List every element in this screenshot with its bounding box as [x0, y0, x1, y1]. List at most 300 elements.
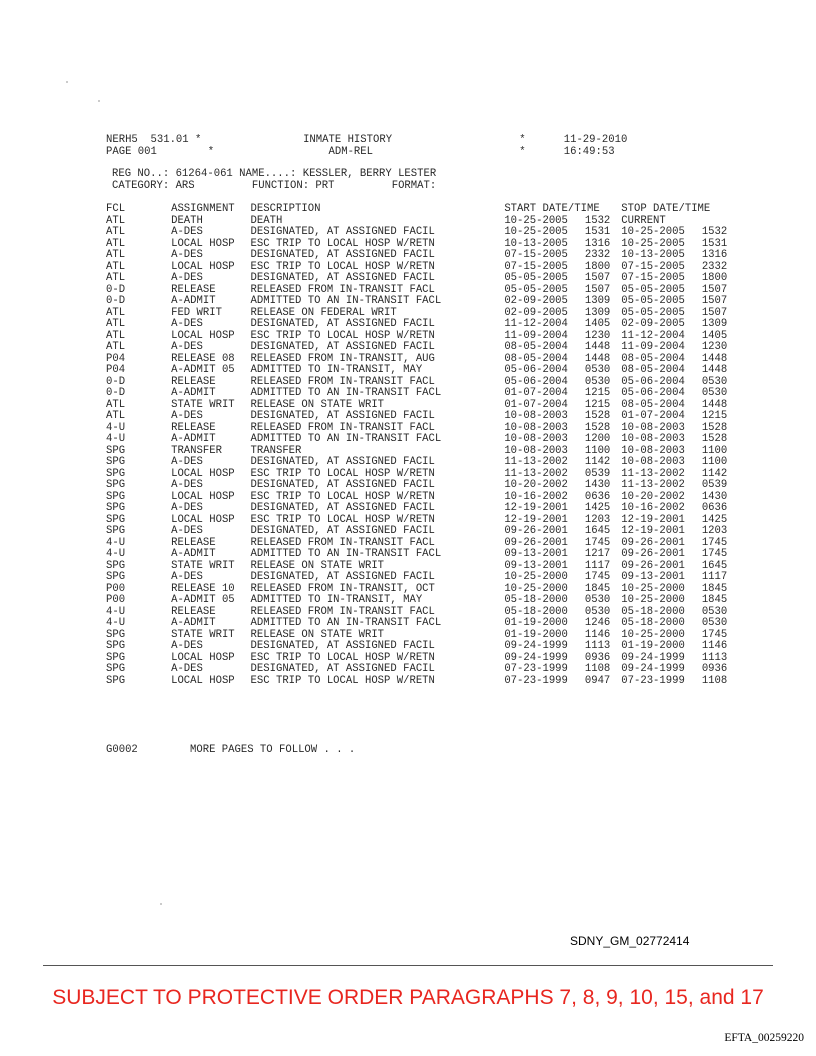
cell-stop-date: 05-05-2005 — [621, 306, 685, 319]
cell-description: ESC TRIP TO LOCAL HOSP W/RETN — [250, 260, 435, 273]
cell-stop-date: 10-25-2000 — [621, 594, 685, 606]
cell-start-time: 1405 — [584, 318, 611, 330]
cell-assignment: A-DES — [171, 272, 203, 284]
cell-stop-time: 1448 — [701, 398, 728, 411]
cell-start-date: 10-25-2005 — [504, 214, 568, 227]
cell-start-date: 12-19-2001 — [504, 502, 568, 514]
cell-assignment: LOCAL HOSP — [171, 674, 235, 687]
cell-assignment: LOCAL HOSP — [171, 260, 235, 273]
table-row — [106, 250, 746, 262]
cell-stop-date: 10-16-2002 — [621, 502, 685, 514]
cell-stop-date: 10-08-2003 — [621, 433, 685, 445]
cell-start-time: 1215 — [584, 398, 611, 411]
cell-assignment: FED WRIT — [171, 306, 222, 319]
cell-assignment: A-ADMIT 05 — [171, 594, 235, 606]
cell-fcl: 0-D — [106, 283, 126, 296]
efta-number: EFTA_00259220 — [724, 1032, 804, 1044]
cell-fcl: ATL — [106, 329, 126, 342]
cell-start-date: 05-18-2000 — [504, 605, 568, 618]
cell-assignment: LOCAL HOSP — [171, 329, 235, 342]
cell-stop-date: 10-25-2005 — [621, 226, 685, 238]
cell-description: TRANSFER — [250, 444, 302, 457]
cell-stop-time: 0936 — [701, 663, 728, 675]
cell-start-time: 0530 — [584, 594, 611, 606]
cell-description: DESIGNATED, AT ASSIGNED FACIL — [250, 410, 435, 422]
cell-assignment: LOCAL HOSP — [171, 237, 235, 250]
cell-start-time: 1745 — [584, 571, 611, 583]
cell-start-time: 1448 — [584, 341, 611, 353]
cell-description: ESC TRIP TO LOCAL HOSP W/RETN — [250, 329, 435, 342]
cell-description: ESC TRIP TO LOCAL HOSP W/RETN — [250, 513, 435, 526]
cell-stop-date: 11-13-2002 — [621, 479, 685, 491]
cell-fcl: SPG — [106, 490, 126, 503]
cell-stop-time: 0530 — [701, 617, 728, 629]
cell-fcl: ATL — [106, 318, 126, 330]
cell-assignment: A-DES — [171, 571, 203, 583]
bates-number: SDNY_GM_02772414 — [570, 934, 690, 948]
cell-fcl: 4-U — [106, 605, 126, 618]
cell-stop-date: 05-18-2000 — [621, 605, 685, 618]
cell-start-date: 10-08-2003 — [504, 421, 568, 434]
cell-stop-date: 10-25-2005 — [621, 237, 685, 250]
cell-description: DESIGNATED, AT ASSIGNED FACIL — [250, 525, 435, 537]
cell-stop-time: 1100 — [701, 456, 728, 468]
cell-fcl: SPG — [106, 525, 126, 537]
cell-assignment: STATE WRIT — [171, 398, 235, 411]
cell-start-date: 12-19-2001 — [504, 513, 568, 526]
cell-description: DESIGNATED, AT ASSIGNED FACIL — [250, 341, 435, 353]
cell-start-date: 10-13-2005 — [504, 237, 568, 250]
cell-fcl: P04 — [106, 364, 126, 376]
cell-stop-time: 1430 — [701, 490, 728, 503]
cell-fcl: 0-D — [106, 295, 126, 307]
cell-fcl: ATL — [106, 260, 126, 273]
cell-start-date: 09-26-2001 — [504, 536, 568, 549]
cell-assignment: RELEASE — [171, 375, 216, 388]
cell-assignment: A-DES — [171, 640, 203, 652]
cell-stop-time: 1215 — [701, 410, 728, 422]
cell-description: RELEASED FROM IN-TRANSIT, OCT — [250, 582, 435, 595]
cell-start-date: 09-26-2001 — [504, 525, 568, 537]
cell-stop-time: 1113 — [701, 651, 728, 664]
cell-start-date: 11-12-2004 — [504, 318, 568, 330]
table-row — [106, 457, 746, 469]
cell-stop-date: 10-25-2000 — [621, 628, 685, 641]
table-row — [106, 549, 746, 561]
cell-start-time: 2332 — [584, 249, 611, 261]
cell-assignment: LOCAL HOSP — [171, 467, 235, 480]
cell-stop-date: 07-15-2005 — [621, 272, 685, 284]
table-row — [106, 273, 746, 285]
cell-start-date: 10-16-2002 — [504, 490, 568, 503]
cell-stop-date: 12-19-2001 — [621, 513, 685, 526]
cell-description: ESC TRIP TO LOCAL HOSP W/RETN — [250, 674, 435, 687]
cell-start-time: 1309 — [584, 295, 611, 307]
cell-stop-time: 1531 — [701, 237, 728, 250]
cell-start-date: 05-06-2004 — [504, 364, 568, 376]
cell-stop-date: 09-24-1999 — [621, 651, 685, 664]
cell-start-time: 1100 — [584, 444, 611, 457]
cell-stop-time: 0530 — [701, 605, 728, 618]
cell-fcl: SPG — [106, 628, 126, 641]
cell-fcl: P04 — [106, 352, 126, 365]
cell-start-time: 0539 — [584, 467, 611, 480]
cell-description: ADMITTED TO IN-TRANSIT, MAY — [250, 364, 423, 376]
cell-description: ADMITTED TO AN IN-TRANSIT FACL — [250, 387, 442, 399]
cell-assignment: A-DES — [171, 226, 203, 238]
table-row — [106, 388, 746, 400]
cell-fcl: SPG — [106, 467, 126, 480]
cell-stop-date: 05-18-2000 — [621, 617, 685, 629]
cell-assignment: A-ADMIT — [171, 548, 216, 560]
cell-assignment: A-DES — [171, 663, 203, 675]
cell-start-time: 1430 — [584, 479, 611, 491]
inmate-history-table — [106, 204, 746, 687]
cell-start-time: 1800 — [584, 260, 611, 273]
cell-fcl: ATL — [106, 237, 126, 250]
cell-description: DESIGNATED, AT ASSIGNED FACIL — [250, 479, 435, 491]
cell-start-time: 1316 — [584, 237, 611, 250]
cell-fcl: SPG — [106, 456, 126, 468]
cell-start-time: 1645 — [584, 525, 611, 537]
cell-stop-date: 08-05-2004 — [621, 352, 685, 365]
cell-assignment: A-DES — [171, 502, 203, 514]
cell-start-time: 1108 — [584, 663, 611, 675]
table-row — [106, 434, 746, 446]
cell-stop-date: 09-26-2001 — [621, 559, 685, 572]
cell-fcl: ATL — [106, 249, 126, 261]
cell-start-date: 11-13-2002 — [504, 467, 568, 480]
cell-stop-time: 1448 — [701, 352, 728, 365]
cell-start-date: 02-09-2005 — [504, 295, 568, 307]
cell-fcl: SPG — [106, 479, 126, 491]
cell-start-date: 05-05-2005 — [504, 283, 568, 296]
cell-stop-time: 2332 — [701, 260, 728, 273]
scan-speck — [98, 100, 100, 102]
cell-start-date: 08-05-2004 — [504, 341, 568, 353]
cell-fcl: ATL — [106, 226, 126, 238]
cell-start-date: 07-15-2005 — [504, 249, 568, 261]
cell-start-time: 1246 — [584, 617, 611, 629]
cell-stop-time: 1745 — [701, 628, 728, 641]
cell-start-date: 10-25-2005 — [504, 226, 568, 238]
cell-start-date: 10-20-2002 — [504, 479, 568, 491]
cell-assignment: A-DES — [171, 525, 203, 537]
cell-start-time: 1507 — [584, 272, 611, 284]
cell-assignment: A-ADMIT — [171, 433, 216, 445]
scan-speck — [66, 81, 68, 83]
cell-stop-date: 08-05-2004 — [621, 364, 685, 376]
cell-start-date: 01-19-2000 — [504, 628, 568, 641]
cell-assignment: A-DES — [171, 456, 203, 468]
cell-stop-time: 0530 — [701, 375, 728, 388]
cell-start-date: 11-13-2002 — [504, 456, 568, 468]
cell-start-time: 1200 — [584, 433, 611, 445]
cell-description: ESC TRIP TO LOCAL HOSP W/RETN — [250, 490, 435, 503]
cell-fcl: ATL — [106, 306, 126, 319]
table-header-row — [106, 204, 746, 216]
cell-stop-date: 12-19-2001 — [621, 525, 685, 537]
cell-fcl: SPG — [106, 651, 126, 664]
cell-start-time: 1528 — [584, 410, 611, 422]
cell-description: RELEASED FROM IN-TRANSIT FACL — [250, 536, 435, 549]
cell-stop-date: 01-19-2000 — [621, 640, 685, 652]
cell-start-time: 1217 — [584, 548, 611, 560]
cell-fcl: SPG — [106, 674, 126, 687]
cell-description: RELEASED FROM IN-TRANSIT FACL — [250, 283, 435, 296]
cell-fcl: P00 — [106, 582, 126, 595]
cell-start-date: 05-18-2000 — [504, 594, 568, 606]
cell-start-date: 02-09-2005 — [504, 306, 568, 319]
cell-stop-date: 05-06-2004 — [621, 375, 685, 388]
cell-stop-time: 1448 — [701, 364, 728, 376]
cell-assignment: A-ADMIT — [171, 295, 216, 307]
cell-start-date: 08-05-2004 — [504, 352, 568, 365]
cell-stop-time: 1845 — [701, 582, 728, 595]
cell-assignment: A-ADMIT 05 — [171, 364, 235, 376]
column-header-fcl: FCL — [106, 203, 126, 215]
cell-start-date: 07-23-1999 — [504, 674, 568, 687]
cell-fcl: SPG — [106, 502, 126, 514]
cell-start-date: 10-08-2003 — [504, 444, 568, 457]
cell-stop-date: 07-23-1999 — [621, 674, 685, 687]
cell-start-date: 05-06-2004 — [504, 375, 568, 388]
cell-description: RELEASED FROM IN-TRANSIT FACL — [250, 375, 435, 388]
cell-start-date: 10-08-2003 — [504, 433, 568, 445]
cell-description: DESIGNATED, AT ASSIGNED FACIL — [250, 249, 435, 261]
cell-stop-time: 1146 — [701, 640, 728, 652]
cell-description: DESIGNATED, AT ASSIGNED FACIL — [250, 456, 435, 468]
cell-start-time: 1117 — [584, 559, 611, 572]
cell-stop-time: 0530 — [701, 387, 728, 399]
cell-fcl: ATL — [106, 272, 126, 284]
cell-stop-time: 1745 — [701, 548, 728, 560]
cell-start-time: 1142 — [584, 456, 611, 468]
table-row — [106, 227, 746, 239]
cell-stop-time: 1230 — [701, 341, 728, 353]
cell-start-date: 01-19-2000 — [504, 617, 568, 629]
cell-start-date: 10-25-2000 — [504, 571, 568, 583]
cell-stop-date: CURRENT — [621, 214, 666, 227]
cell-description: RELEASE ON STATE WRIT — [250, 398, 385, 411]
inmate-identity-line: REG NO..: 61264-061 NAME....: KESSLER, BERRY LESTER — [112, 168, 437, 180]
cell-stop-date: 10-13-2005 — [621, 249, 685, 261]
cell-fcl: SPG — [106, 559, 126, 572]
cell-start-date: 09-24-1999 — [504, 640, 568, 652]
cell-stop-time: 0636 — [701, 502, 728, 514]
cell-stop-time: 1108 — [701, 674, 728, 687]
cell-start-time: 1531 — [584, 226, 611, 238]
cell-description: DESIGNATED, AT ASSIGNED FACIL — [250, 272, 435, 284]
footer-divider — [43, 965, 773, 966]
cell-stop-date: 05-05-2005 — [621, 295, 685, 307]
table-row — [106, 618, 746, 630]
cell-start-date: 01-07-2004 — [504, 387, 568, 399]
cell-stop-time: 1645 — [701, 559, 728, 572]
cell-start-date: 11-09-2004 — [504, 329, 568, 342]
cell-start-time: 0530 — [584, 605, 611, 618]
cell-stop-time: 1532 — [701, 226, 728, 238]
cell-start-time: 0947 — [584, 674, 611, 687]
cell-start-time: 1215 — [584, 387, 611, 399]
cell-stop-time: 1528 — [701, 421, 728, 434]
table-row — [106, 411, 746, 423]
cell-stop-date: 09-13-2001 — [621, 571, 685, 583]
cell-start-time: 1230 — [584, 329, 611, 342]
table-row — [106, 676, 746, 688]
report-header-line-1: NERH5 531.01 * INMATE HISTORY * 11-29-2010 — [106, 134, 628, 146]
cell-stop-date: 10-08-2003 — [621, 444, 685, 457]
cell-assignment: A-DES — [171, 479, 203, 491]
table-row — [106, 526, 746, 538]
cell-stop-time: 1800 — [701, 272, 728, 284]
protective-order-notice: SUBJECT TO PROTECTIVE ORDER PARAGRAPHS 7, 8, 9, 10, 15, and 17 — [52, 986, 764, 1009]
cell-start-time: 1425 — [584, 502, 611, 514]
cell-fcl: SPG — [106, 640, 126, 652]
cell-stop-time: 1405 — [701, 329, 728, 342]
cell-description: ADMITTED TO AN IN-TRANSIT FACL — [250, 433, 442, 445]
scan-speck — [160, 903, 162, 905]
cell-assignment: A-DES — [171, 341, 203, 353]
cell-fcl: 0-D — [106, 387, 126, 399]
cell-stop-time: 1528 — [701, 433, 728, 445]
cell-stop-time: 1507 — [701, 295, 728, 307]
cell-fcl: 0-D — [106, 375, 126, 388]
cell-assignment: RELEASE 10 — [171, 582, 235, 595]
cell-stop-time: 0539 — [701, 479, 728, 491]
cell-assignment: LOCAL HOSP — [171, 651, 235, 664]
cell-start-date: 05-05-2005 — [504, 272, 568, 284]
cell-stop-time: 1845 — [701, 594, 728, 606]
cell-description: DEATH — [250, 214, 283, 227]
cell-stop-date: 09-26-2001 — [621, 548, 685, 560]
cell-start-date: 09-13-2001 — [504, 559, 568, 572]
cell-stop-time: 1425 — [701, 513, 728, 526]
cell-assignment: A-DES — [171, 318, 203, 330]
cell-start-time: 1203 — [584, 513, 611, 526]
cell-start-date: 07-23-1999 — [504, 663, 568, 675]
cell-stop-date: 05-06-2004 — [621, 387, 685, 399]
footer-code: G0002 — [106, 744, 138, 756]
cell-start-date: 01-07-2004 — [504, 398, 568, 411]
cell-assignment: RELEASE — [171, 283, 216, 296]
cell-fcl: SPG — [106, 513, 126, 526]
cell-stop-date: 10-20-2002 — [621, 490, 685, 503]
cell-stop-time: 1203 — [701, 525, 728, 537]
cell-stop-time: 1100 — [701, 444, 728, 457]
cell-fcl: 4-U — [106, 548, 126, 560]
cell-description: DESIGNATED, AT ASSIGNED FACIL — [250, 663, 435, 675]
cell-stop-date: 11-12-2004 — [621, 329, 685, 342]
more-pages-message: MORE PAGES TO FOLLOW . . . — [190, 744, 356, 756]
cell-description: ADMITTED TO AN IN-TRANSIT FACL — [250, 617, 442, 629]
cell-start-time: 0636 — [584, 490, 611, 503]
cell-assignment: RELEASE — [171, 536, 216, 549]
cell-start-time: 1146 — [584, 628, 611, 641]
cell-fcl: ATL — [106, 341, 126, 353]
column-header-start: START DATE/TIME — [504, 203, 600, 215]
cell-assignment: RELEASE — [171, 605, 216, 618]
cell-stop-time: 1745 — [701, 536, 728, 549]
cell-stop-date: 10-08-2003 — [621, 421, 685, 434]
cell-start-time: 1448 — [584, 352, 611, 365]
column-header-assignment: ASSIGNMENT — [171, 203, 235, 215]
cell-fcl: SPG — [106, 663, 126, 675]
cell-start-time: 1309 — [584, 306, 611, 319]
cell-fcl: SPG — [106, 571, 126, 583]
cell-description: DESIGNATED, AT ASSIGNED FACIL — [250, 318, 435, 330]
cell-start-date: 10-25-2000 — [504, 582, 568, 595]
cell-stop-date: 11-09-2004 — [621, 341, 685, 353]
table-row — [106, 296, 746, 308]
cell-description: RELEASE ON STATE WRIT — [250, 628, 385, 641]
cell-fcl: 4-U — [106, 617, 126, 629]
cell-start-time: 0530 — [584, 375, 611, 388]
cell-description: RELEASED FROM IN-TRANSIT FACL — [250, 605, 435, 618]
cell-fcl: ATL — [106, 410, 126, 422]
cell-start-date: 10-08-2003 — [504, 410, 568, 422]
cell-stop-date: 05-05-2005 — [621, 283, 685, 296]
cell-description: RELEASED FROM IN-TRANSIT, AUG — [250, 352, 435, 365]
cell-assignment: RELEASE — [171, 421, 216, 434]
cell-description: ADMITTED TO AN IN-TRANSIT FACL — [250, 295, 442, 307]
cell-fcl: ATL — [106, 398, 126, 411]
cell-stop-date: 07-15-2005 — [621, 260, 685, 273]
cell-stop-date: 11-13-2002 — [621, 467, 685, 480]
cell-description: RELEASED FROM IN-TRANSIT FACL — [250, 421, 435, 434]
cell-stop-date: 02-09-2005 — [621, 318, 685, 330]
category-function-line: CATEGORY: ARS FUNCTION: PRT FORMAT: — [112, 180, 437, 192]
cell-description: DESIGNATED, AT ASSIGNED FACIL — [250, 571, 435, 583]
cell-description: RELEASE ON FEDERAL WRIT — [250, 306, 397, 319]
cell-assignment: RELEASE 08 — [171, 352, 235, 365]
cell-stop-date: 10-08-2003 — [621, 456, 685, 468]
table-row — [106, 319, 746, 331]
cell-stop-time: 1507 — [701, 283, 728, 296]
cell-stop-date: 09-24-1999 — [621, 663, 685, 675]
cell-assignment: STATE WRIT — [171, 559, 235, 572]
report-header-line-2: PAGE 001 * ADM-REL * 16:49:53 — [106, 146, 615, 158]
cell-stop-time: 1142 — [701, 467, 728, 480]
table-row — [106, 572, 746, 584]
cell-assignment: LOCAL HOSP — [171, 490, 235, 503]
cell-assignment: STATE WRIT — [171, 628, 235, 641]
table-row — [106, 365, 746, 377]
table-row — [106, 664, 746, 676]
cell-assignment: DEATH — [171, 214, 203, 227]
column-header-stop: STOP DATE/TIME — [621, 203, 711, 215]
cell-fcl: 4-U — [106, 536, 126, 549]
cell-stop-date: 09-26-2001 — [621, 536, 685, 549]
cell-fcl: ATL — [106, 214, 126, 227]
cell-start-date: 07-15-2005 — [504, 260, 568, 273]
cell-stop-date: 10-25-2000 — [621, 582, 685, 595]
cell-description: ESC TRIP TO LOCAL HOSP W/RETN — [250, 467, 435, 480]
cell-fcl: P00 — [106, 594, 126, 606]
table-row — [106, 503, 746, 515]
cell-start-date: 09-24-1999 — [504, 651, 568, 664]
cell-start-time: 1528 — [584, 421, 611, 434]
cell-assignment: A-DES — [171, 249, 203, 261]
cell-stop-time: 1117 — [701, 571, 728, 583]
cell-assignment: A-DES — [171, 410, 203, 422]
cell-assignment: LOCAL HOSP — [171, 513, 235, 526]
cell-assignment: A-ADMIT — [171, 617, 216, 629]
cell-assignment: TRANSFER — [171, 444, 222, 457]
cell-description: RELEASE ON STATE WRIT — [250, 559, 385, 572]
cell-description: ADMITTED TO AN IN-TRANSIT FACL — [250, 548, 442, 560]
column-header-description: DESCRIPTION — [250, 203, 321, 215]
